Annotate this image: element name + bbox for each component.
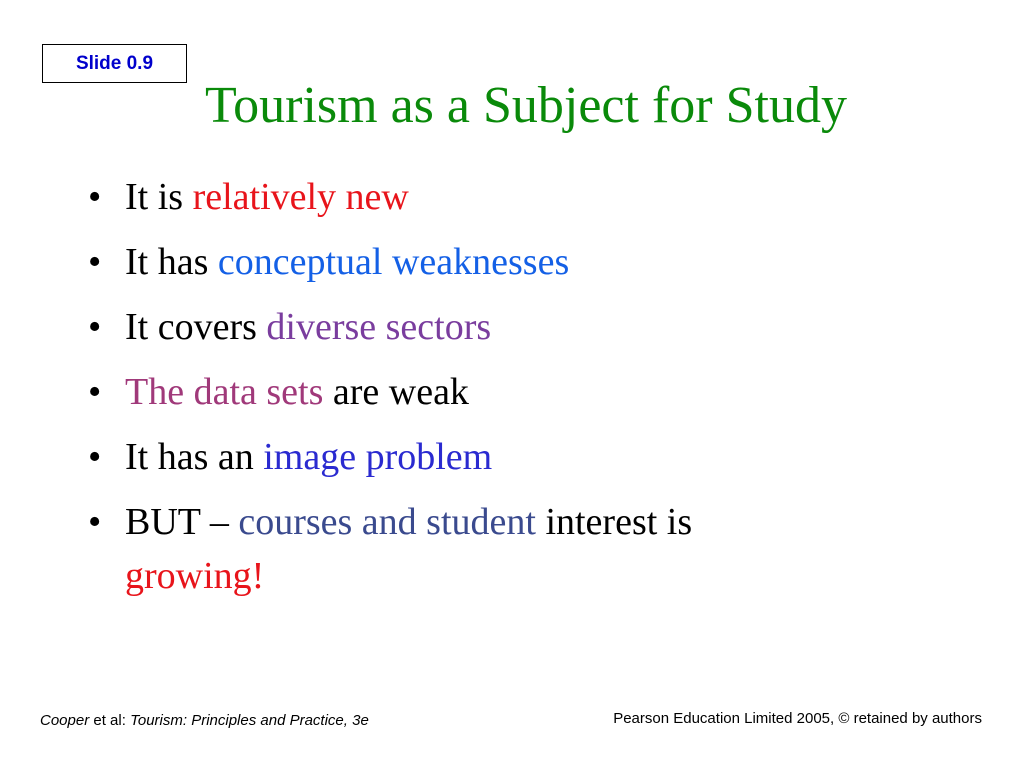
- bullet-item: [88, 170, 988, 224]
- footer-author: Cooper: [40, 712, 90, 729]
- bullet-highlight: growing!: [125, 555, 265, 597]
- bullet-text: BUT –: [125, 501, 239, 543]
- bullet-dot-icon: •: [88, 501, 102, 543]
- bullet-highlight: diverse sectors: [266, 306, 492, 348]
- bullet-list: [88, 170, 988, 614]
- bullet-dot-icon: •: [88, 306, 102, 348]
- slide-title: Tourism as a Subject for Study: [205, 77, 847, 134]
- bullet-highlight: courses and student: [238, 501, 536, 543]
- bullet-dot-icon: •: [88, 371, 102, 413]
- bullet-item: [88, 300, 988, 354]
- bullet-highlight: The data sets: [125, 371, 324, 413]
- footer-etal: et al:: [89, 712, 131, 729]
- bullet-text: It covers: [125, 306, 267, 348]
- bullet-text: interest is: [535, 501, 693, 543]
- bullet-text: It is: [125, 176, 193, 218]
- bullet-text: It has: [125, 241, 218, 283]
- bullet-dot-icon: •: [88, 436, 102, 478]
- bullet-dot-icon: •: [88, 176, 102, 218]
- bullet-text: are weak: [323, 371, 469, 413]
- bullet-dot-icon: •: [88, 241, 102, 283]
- bullet-item: [88, 235, 988, 289]
- bullet-item: [88, 365, 988, 419]
- bullet-text: It has an: [125, 436, 264, 478]
- bullet-item: [88, 430, 988, 484]
- bullet-highlight: relatively new: [192, 176, 409, 218]
- bullet-highlight: conceptual weaknesses: [217, 241, 570, 283]
- slide-number-badge: Slide 0.9: [42, 44, 187, 83]
- bullet-item: [88, 495, 988, 603]
- bullet-highlight: image problem: [263, 436, 493, 478]
- footer-book-title: Tourism: Principles and Practice, 3e: [130, 712, 369, 729]
- footer-citation: [40, 712, 369, 729]
- footer-copyright: Pearson Education Limited 2005, © retained by authors: [613, 710, 982, 727]
